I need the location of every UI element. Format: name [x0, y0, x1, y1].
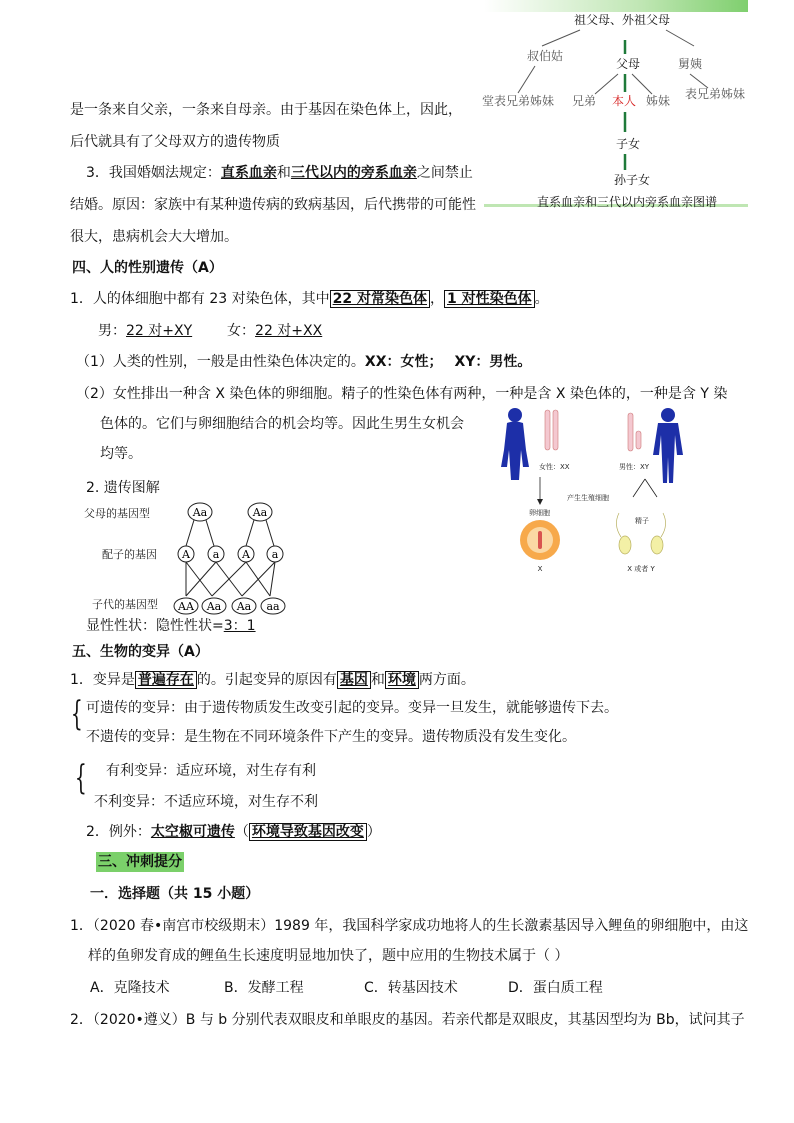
- text-span: 。: [534, 291, 549, 307]
- female-label: 女性：XX: [539, 463, 570, 471]
- arrow-line: [186, 520, 194, 546]
- bold-term: 直系血亲: [220, 165, 277, 181]
- text-line: 有利变异：适应环境，对生存有利: [106, 763, 316, 779]
- ratio-value: 3：1: [223, 618, 256, 634]
- egg-chromosome-icon: [538, 531, 542, 549]
- male-chromosome-icon: [628, 413, 641, 451]
- tree-line: [666, 30, 694, 46]
- female-figure-icon: [501, 408, 529, 480]
- male-genotype: 22 对+XY: [126, 323, 193, 339]
- sex-determination-line: [76, 352, 531, 372]
- question-line: 2．（2020•遵义）B 与 b 分别代表双眼皮和单眼皮的基因。若亲代都是双眼皮，其基因型均为 Bb，试问其子: [70, 1012, 745, 1028]
- text-span: 女：: [227, 323, 256, 339]
- gamete: a: [271, 548, 279, 561]
- tree-maternal: 舅姨: [677, 57, 703, 71]
- option-d[interactable]: D．蛋白质工程: [508, 980, 603, 996]
- sex-inheritance-illustration: [495, 405, 715, 575]
- genetic-cross-diagram: [82, 496, 302, 616]
- tree-self: 本人: [612, 94, 637, 108]
- gamete: A: [242, 548, 250, 561]
- marriage-law-line: [86, 163, 473, 183]
- text-line: 不利变异：不适应环境，对生存不利: [94, 794, 318, 810]
- gamete: A: [182, 548, 190, 561]
- variation-line: [70, 670, 475, 690]
- sperm-chrom-label: X 或者 Y: [627, 565, 655, 573]
- text-span: ）: [366, 824, 381, 840]
- text-span: 之间禁止: [416, 165, 473, 181]
- male-female-line: [98, 321, 322, 341]
- tree-line: [595, 74, 618, 94]
- egg-chrom-label: X: [537, 565, 543, 573]
- brace-icon: {: [74, 758, 87, 798]
- arrow-line: [206, 520, 214, 546]
- subsection-heading: 一．选择题（共 15 小题）: [90, 886, 260, 902]
- text-line: 均等。: [100, 446, 142, 462]
- boxed-term: 22 对常染色体: [330, 290, 430, 308]
- text-line: 色体的。它们与卵细胞结合的机会均等。因此生男生女机会: [100, 416, 464, 432]
- offspring: Aa: [236, 600, 252, 613]
- option-c[interactable]: C．转基因技术: [364, 980, 458, 996]
- text-line: 是一条来自父亲，一条来自母亲。由于基因在染色体上，因此，: [70, 102, 462, 118]
- tree-uncles: 叔伯姑: [526, 49, 564, 63]
- text-span: 2．例外：: [86, 824, 151, 840]
- text-line: 很大，患病机会大大增加。: [70, 229, 238, 245]
- section-heading: 四、人的性别遗传（A）: [72, 260, 223, 276]
- offspring: aa: [266, 600, 280, 613]
- parent-genotype: Aa: [252, 506, 268, 519]
- text-span: 和: [276, 165, 291, 181]
- text-line: 结婚。原因：家族中有某种遗传病的致病基因，后代携带的可能性: [70, 197, 476, 213]
- text-span: （1）人类的性别，一般是由性染色体决定的。: [76, 354, 365, 370]
- text-line: 可遗传的变异：由于遗传物质发生改变引起的变异。变异一旦发生，就能够遗传下去。: [86, 700, 618, 716]
- boxed-term: 环境导致基因改变: [249, 823, 367, 841]
- tree-line: [632, 74, 652, 94]
- text-span: 两方面。: [418, 672, 475, 688]
- exception-line: [86, 822, 381, 842]
- sperm-label: 精子: [635, 517, 649, 525]
- process-label: 产生生殖细胞: [567, 494, 609, 502]
- boxed-term: 1 对性染色体: [444, 290, 535, 308]
- tree-cousins-right: 表兄弟姊妹: [685, 87, 746, 101]
- question-line: 1．（2020 春•南宫市校级期末）1989 年，我国科学家成功地将人的生长激素基因导入鲤鱼的卵细胞中，由这: [70, 918, 749, 934]
- tree-line: [690, 74, 708, 88]
- text-span: 3．我国婚姻法规定：: [86, 165, 221, 181]
- bold-term: XY：男性。: [454, 354, 532, 370]
- tree-line: [518, 66, 535, 93]
- option-b[interactable]: B．发酵工程: [224, 980, 304, 996]
- tree-caption: 直系血亲和三代以内旁系血亲图谱: [536, 195, 718, 209]
- family-tree-diagram: [480, 8, 760, 213]
- offspring: AA: [178, 600, 194, 613]
- male-figure-icon: [653, 408, 683, 483]
- bold-term: 三代以内的旁系血亲: [290, 165, 417, 181]
- gamete: a: [212, 548, 220, 561]
- female-genotype: 22 对+XX: [255, 323, 323, 339]
- text-span: 显性性状：隐性性状=: [86, 618, 224, 634]
- text-span: 的。引起变异的原因有: [196, 672, 337, 688]
- text-span: 男：: [98, 323, 126, 339]
- tree-grandchildren: 孙子女: [613, 173, 651, 187]
- option-a[interactable]: A．克隆技术: [90, 980, 170, 996]
- text-span: ，: [429, 291, 444, 307]
- arrow-head-icon: [537, 499, 543, 505]
- text-line: （2）女性排出一种含 X 染色体的卵细胞。精子的性染色体有两种，一种是含 X 染色体的，一种是含 Y 染: [76, 386, 728, 402]
- parent-genotype-label: 父母的基因型: [84, 507, 150, 520]
- egg-label: 卵细胞: [529, 509, 550, 517]
- parent-genotype: Aa: [192, 506, 208, 519]
- text-span: 1．人的体细胞中都有 23 对染色体，其中: [70, 291, 330, 307]
- tree-children: 子女: [615, 137, 641, 151]
- boxed-term: 基因: [337, 671, 371, 689]
- arrow-line: [266, 520, 274, 546]
- question-line: 样的鱼卵发育成的鲤鱼生长速度明显地加快了，题中应用的生物技术属于（ ）: [88, 948, 569, 964]
- tree-sisters: 姊妹: [646, 94, 671, 108]
- tree-cousins-left: 堂表兄弟姊妹: [482, 94, 555, 108]
- ratio-line: [86, 616, 256, 636]
- arrow-line: [246, 520, 254, 546]
- boxed-term: 环境: [385, 671, 419, 689]
- offspring: Aa: [206, 600, 222, 613]
- female-chromosome-icon: [545, 410, 558, 450]
- text-line: 2. 遗传图解: [86, 480, 160, 496]
- bold-term: 太空椒可遗传: [150, 824, 235, 840]
- text-span: 1．变异是: [70, 672, 135, 688]
- tree-line: [542, 30, 580, 46]
- section-heading: 五、生物的变异（A）: [72, 644, 209, 660]
- brace-icon: {: [70, 694, 83, 734]
- text-line: 后代就具有了父母双方的遗传物质: [70, 134, 280, 150]
- bold-term: XX：女性；: [364, 354, 443, 370]
- section-badge: 三、冲刺提分: [98, 854, 182, 870]
- text-span: 和: [370, 672, 385, 688]
- male-label: 男性：XY: [619, 463, 650, 471]
- boxed-term: 普遍存在: [135, 671, 197, 689]
- chromosome-line: [70, 289, 549, 309]
- text-span: （: [234, 824, 249, 840]
- tree-brothers: 兄弟: [572, 94, 597, 108]
- tree-grandparents: 祖父母、外祖父母: [573, 13, 671, 27]
- arrow-line: [645, 479, 657, 497]
- cross-lines: [186, 562, 275, 596]
- offspring-label: 子代的基因型: [92, 598, 158, 611]
- text-line: 不遗传的变异：是生物在不同环境条件下产生的变异。遗传物质没有发生变化。: [86, 729, 576, 745]
- tree-parents: 父母: [615, 57, 641, 71]
- gamete-label: 配子的基因: [102, 548, 157, 561]
- arrow-line: [633, 479, 645, 497]
